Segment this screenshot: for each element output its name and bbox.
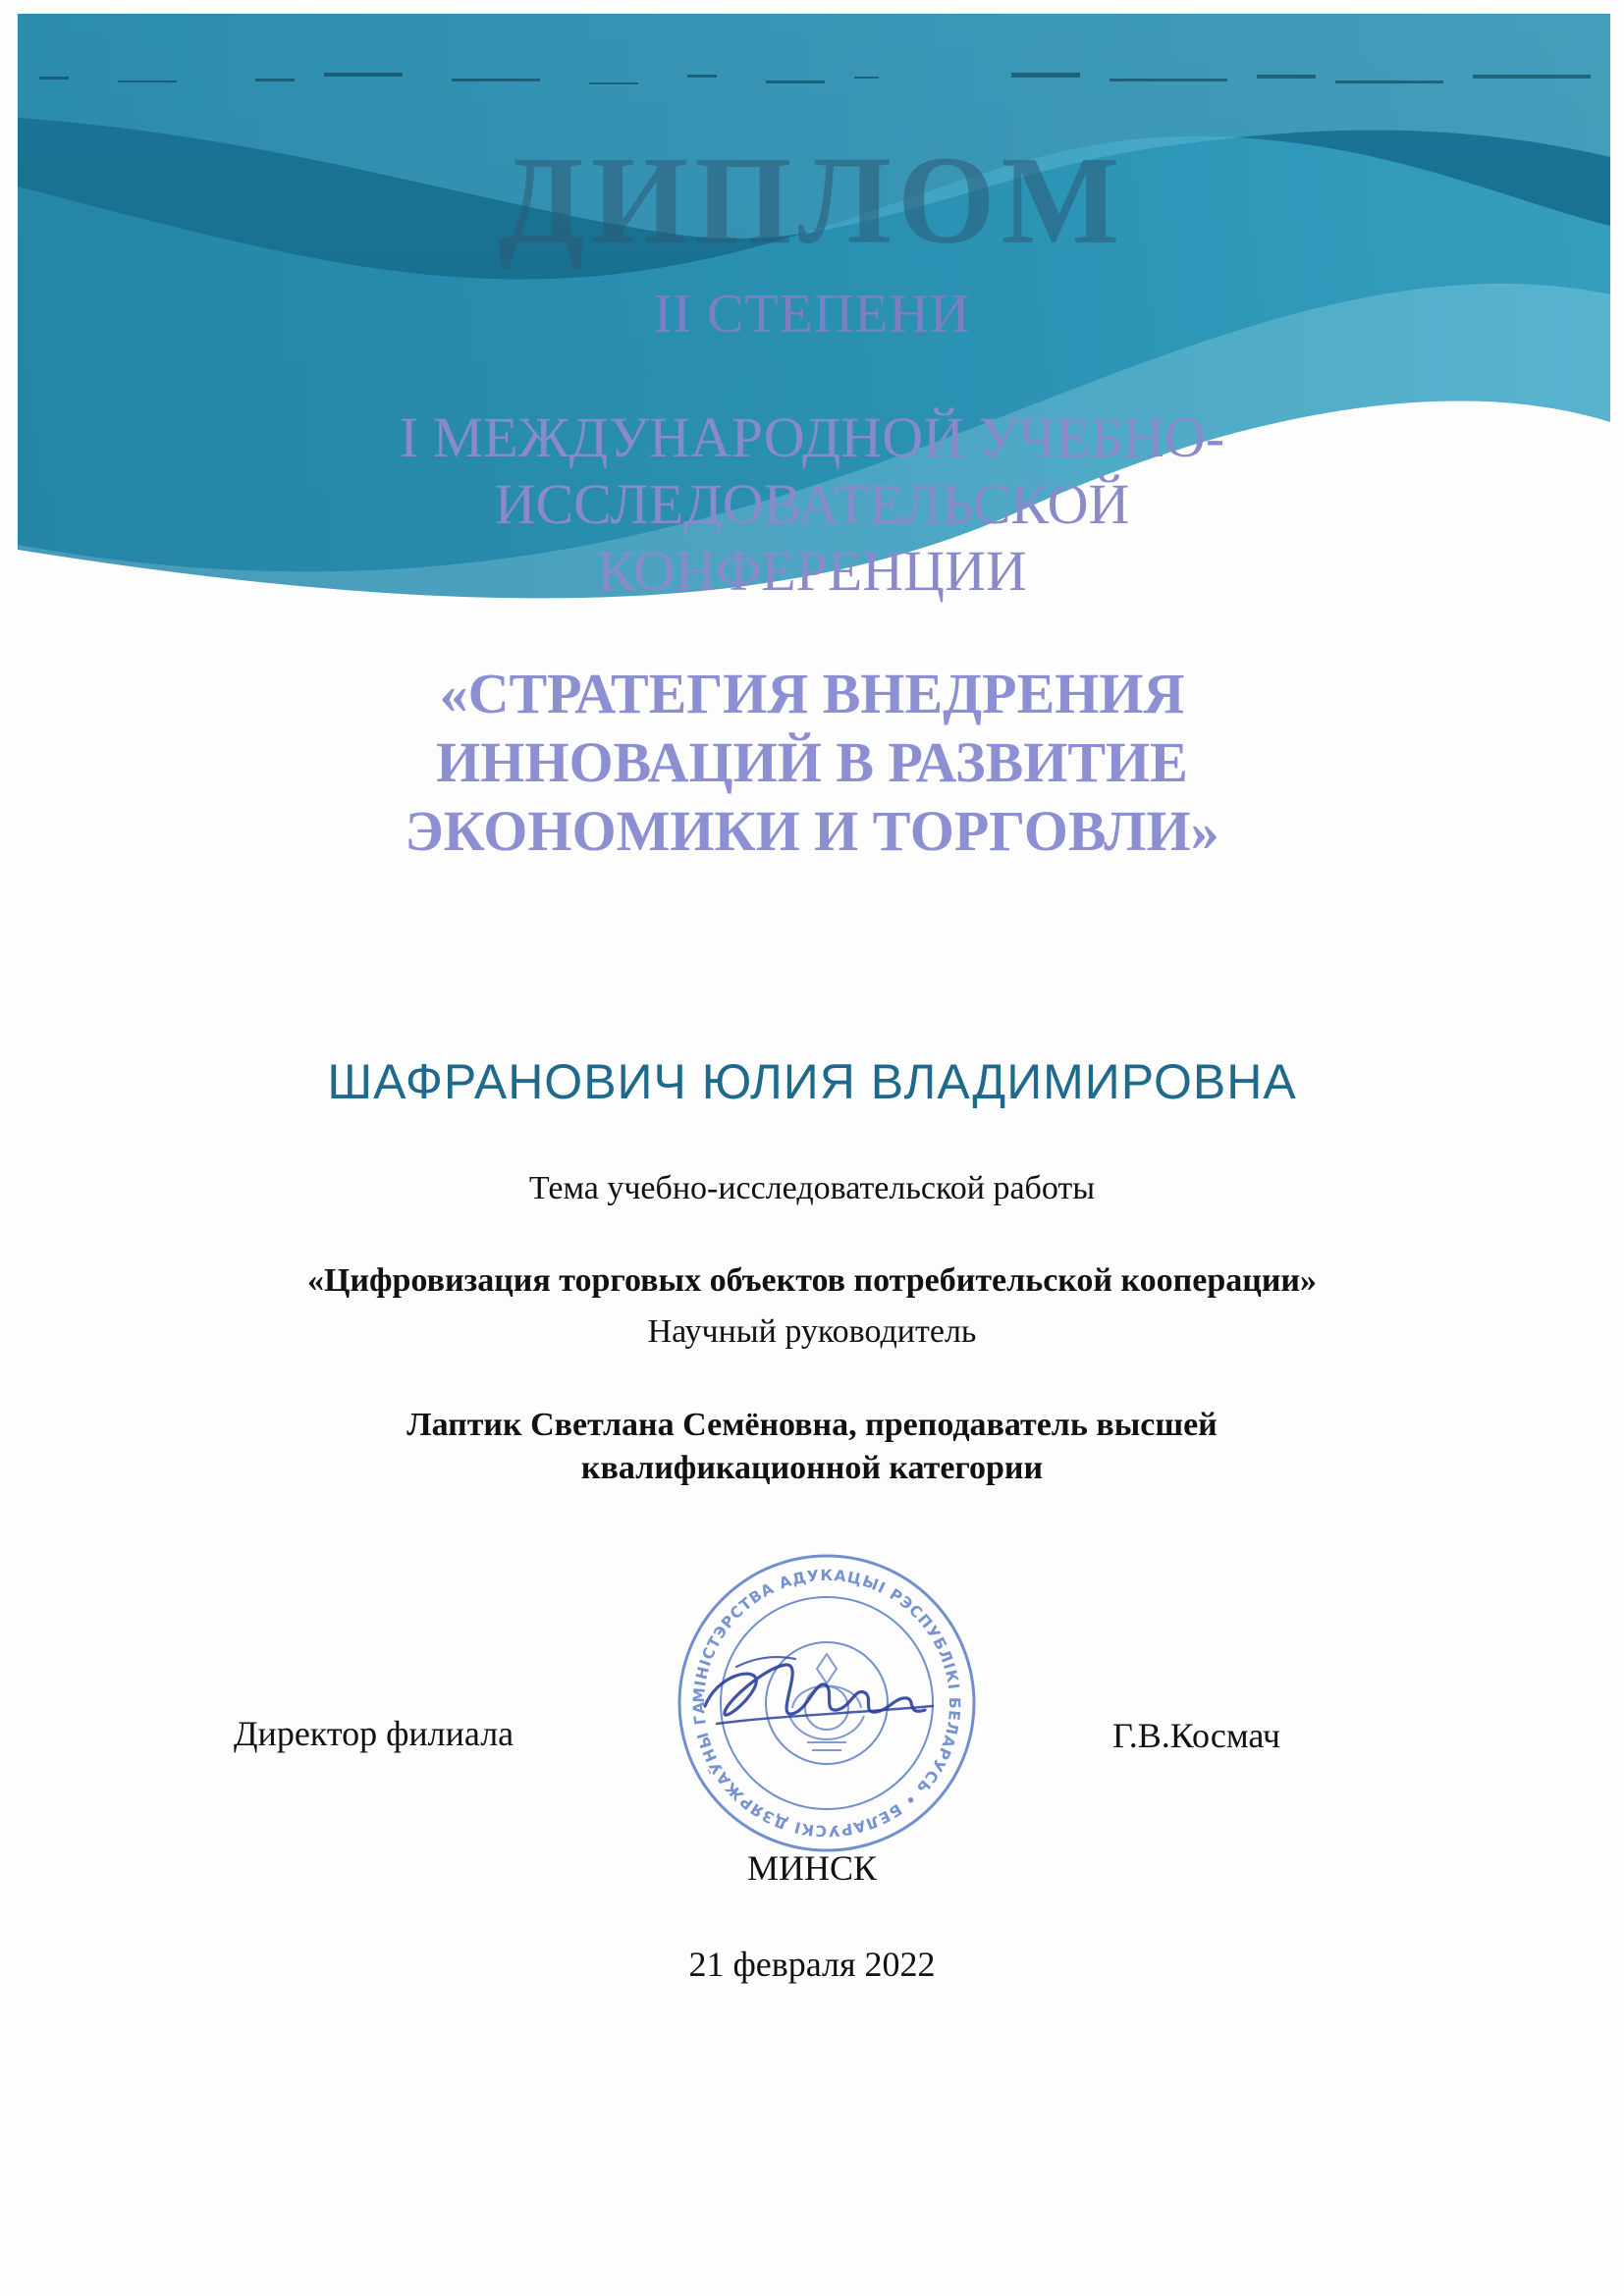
theme-line: ИННОВАЦИЙ В РАЗВИТИЕ bbox=[436, 730, 1188, 794]
diploma-title: ДИПЛОМ bbox=[498, 131, 1126, 270]
theme-line: ЭКОНОМИКИ И ТОРГОВЛИ» bbox=[405, 799, 1219, 863]
supervisor-line: Лаптик Светлана Семёновна, преподаватель высшей bbox=[406, 1407, 1218, 1443]
signatory-name: Г.В.Космач bbox=[1112, 1716, 1281, 1755]
diploma-degree: II СТЕПЕНИ bbox=[653, 284, 971, 345]
work-topic-label: Тема учебно-исследовательской работы bbox=[528, 1170, 1096, 1206]
supervisor bbox=[0, 1404, 1624, 1490]
conference-line: КОНФЕРЕНЦИИ bbox=[597, 539, 1027, 603]
seal-text: МІНІСТЭРСТВА АДУКАЦЫІ РЭСПУБЛІКІ БЕЛАРУСЬ • БЕЛАРУСКІ ДЗЯРЖАЎНЫ ГА bbox=[689, 1566, 964, 1841]
city: МИНСК bbox=[746, 1848, 878, 1888]
supervisor-line: квалификационной категории bbox=[580, 1450, 1044, 1486]
signatory-title: Директор филиала bbox=[234, 1714, 514, 1753]
director-signature bbox=[697, 1637, 943, 1745]
supervisor-label: Научный руководитель bbox=[647, 1313, 977, 1350]
conference-line: ИССЛЕДОВАТЕЛЬСКОЙ bbox=[494, 472, 1130, 536]
work-topic: «Цифровизация торговых объектов потребительской кооперации» bbox=[306, 1262, 1318, 1299]
conference-line: I МЕЖДУНАРОДНОЙ УЧЕБНО- bbox=[399, 405, 1225, 469]
recipient-name: ШАФРАНОВИЧ ЮЛИЯ ВЛАДИМИРОВНА bbox=[327, 1054, 1297, 1109]
issue-date: 21 февраля 2022 bbox=[688, 1945, 936, 1984]
conference-name bbox=[0, 404, 1624, 605]
conference-theme bbox=[0, 660, 1624, 866]
theme-line: «СТРАТЕГИЯ ВНЕДРЕНИЯ bbox=[439, 662, 1185, 725]
